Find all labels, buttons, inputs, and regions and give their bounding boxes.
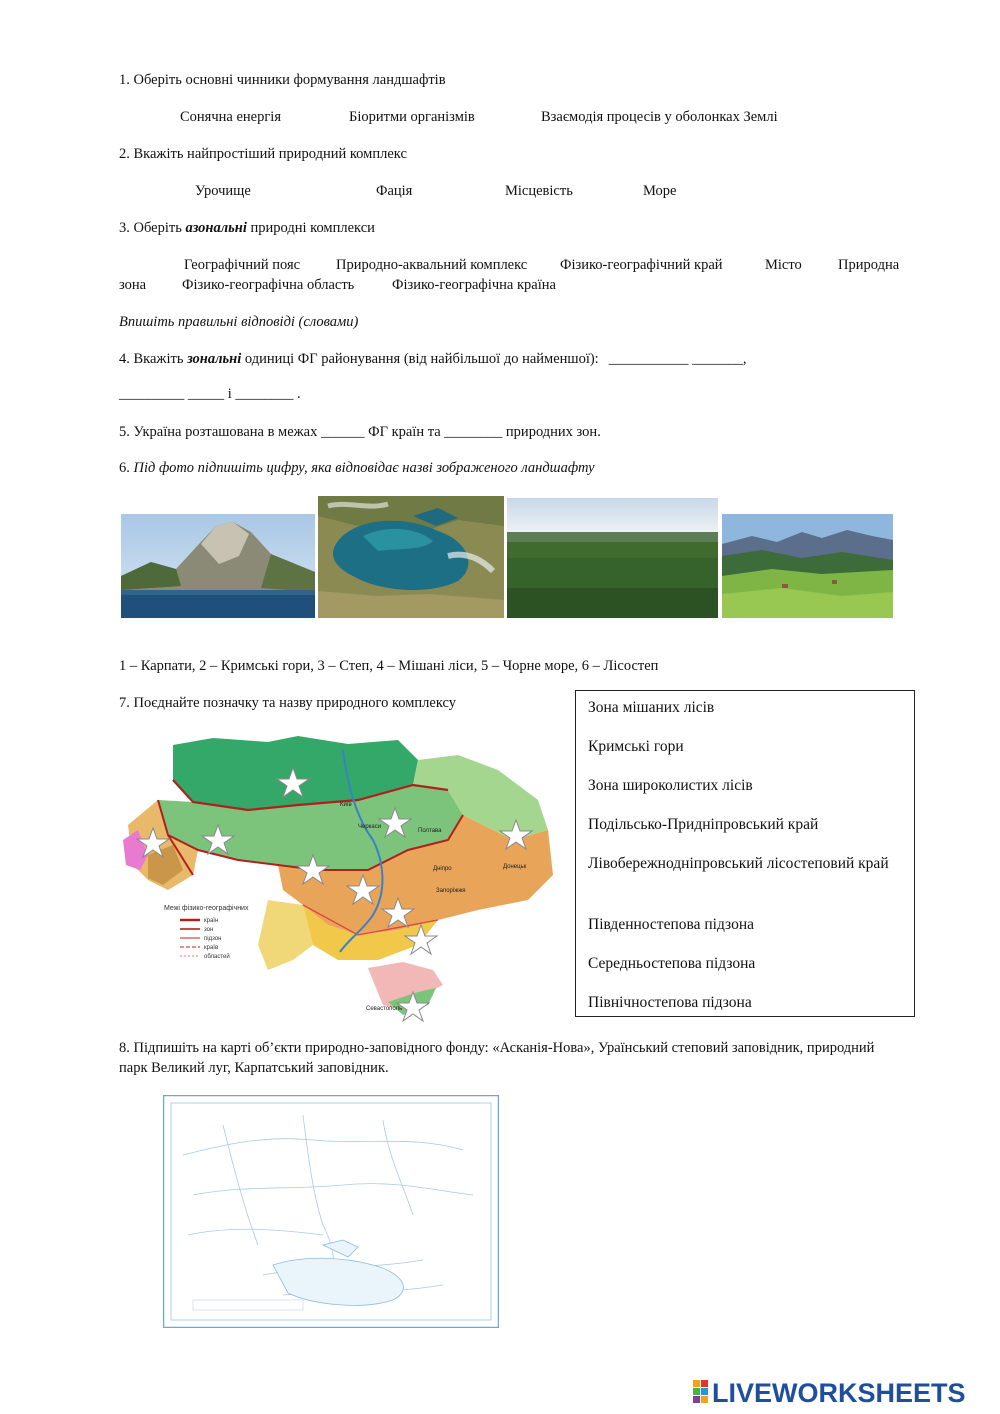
- svg-text:Черкаси: Черкаси: [358, 824, 382, 830]
- q7-answer-2[interactable]: Кримські гори: [588, 738, 684, 755]
- svg-text:Запоріжжя: Запоріжжя: [436, 888, 466, 894]
- q1-option-3[interactable]: Взаємодія процесів у оболонках Землі: [541, 109, 778, 125]
- q6-question: 6. Під фото підпишіть цифру, яка відповідає назві зображеного ландшафту: [119, 460, 595, 476]
- instruction: Впишіть правильні відповіді (словами): [119, 314, 359, 330]
- q4-question: 4. Вкажіть зональні одиниці ФГ районування (від найбільшої до найменшої): ___________ _______,: [119, 351, 747, 367]
- q3-option-7[interactable]: Фізико-географічна країна: [392, 277, 556, 293]
- q7-answer-8[interactable]: Північностепова підзона: [588, 994, 752, 1011]
- q3-option-4[interactable]: Місто: [765, 257, 802, 273]
- svg-text:LIVEWORKSHEETS: LIVEWORKSHEETS: [712, 1378, 966, 1406]
- svg-text:підзон: підзон: [204, 936, 222, 942]
- svg-text:Севастополь: Севастополь: [366, 1006, 403, 1012]
- q7-answer-1[interactable]: Зона мішаних лісів: [588, 699, 715, 716]
- photo-mixed-forest: [507, 498, 718, 618]
- q2-option-1[interactable]: Урочище: [195, 183, 251, 199]
- q7-answer-5[interactable]: Лівобережнодніпровський лісостеповий край: [588, 855, 889, 872]
- q7-answer-6[interactable]: Південностепова підзона: [588, 916, 755, 933]
- q7-answer-3[interactable]: Зона широколистих лісів: [588, 777, 753, 794]
- q1-option-1[interactable]: Сонячна енергія: [180, 109, 281, 125]
- q6-legend: 1 – Карпати, 2 – Кримські гори, 3 – Степ, 4 – Мішані ліси, 5 – Чорне море, 6 – Лісостеп: [119, 658, 659, 674]
- map-legend-title: Межі фізико-географічних: [164, 905, 249, 912]
- q8-question-line2: парк Великий луг, Карпатський заповідник.: [119, 1060, 389, 1076]
- svg-text:країв: країв: [204, 945, 219, 951]
- q3-option-1[interactable]: Географічний пояс: [184, 257, 301, 273]
- q3-question: 3. Оберіть азональні природні комплекси: [119, 220, 375, 236]
- q7-question: 7. Поєднайте позначку та назву природного комплексу: [119, 695, 457, 711]
- q1-option-2[interactable]: Біоритми організмів: [349, 109, 475, 125]
- q7-answer-7[interactable]: Середньостепова підзона: [588, 955, 756, 972]
- q2-question: 2. Вкажіть найпростіший природний комплекс: [119, 146, 407, 162]
- q1-question: 1. Оберіть основні чинники формування ландшафтів: [119, 72, 446, 88]
- svg-text:країн: країн: [204, 918, 219, 924]
- q4-blanks-line1[interactable]: ___________ _______,: [608, 351, 747, 367]
- liveworksheets-logo: [693, 1376, 993, 1411]
- q7-answer-box: [575, 690, 915, 1017]
- svg-text:Полтава: Полтава: [418, 828, 442, 834]
- physical-geographic-zoning-map: [118, 730, 558, 1030]
- q2-option-4[interactable]: Море: [643, 183, 677, 199]
- q5-question[interactable]: 5. Україна розташована в межах ______ ФГ країн та ________ природних зон.: [119, 424, 601, 440]
- svg-text:областей: областей: [204, 954, 230, 960]
- q2-option-3[interactable]: Місцевість: [505, 183, 573, 199]
- q3-option-2[interactable]: Природно-аквальний комплекс: [336, 257, 528, 273]
- q2-option-2[interactable]: Фація: [376, 183, 413, 199]
- svg-text:Київ: Київ: [340, 802, 352, 808]
- photo-black-sea-satellite: [318, 496, 504, 618]
- svg-text:Донецьк: Донецьк: [503, 864, 527, 870]
- q3-option-5b[interactable]: зона: [119, 277, 147, 293]
- q4-blanks-line2[interactable]: _________ _____ і ________ .: [119, 386, 301, 402]
- contour-map-ukraine: [163, 1095, 499, 1328]
- svg-text:Дніпро: Дніпро: [433, 866, 452, 872]
- photo-crimean-mountains: [121, 514, 315, 618]
- q7-answer-4[interactable]: Подільсько-Придніпровський край: [588, 816, 819, 833]
- svg-text:зон: зон: [204, 927, 214, 933]
- q3-option-3[interactable]: Фізико-географічний край: [560, 257, 723, 273]
- q3-option-5a[interactable]: Природна: [838, 257, 900, 273]
- q8-question-line1: 8. Підпишіть на карті об’єкти природно-заповідного фонду: «Асканія-Нова», Ураїнський степовий заповідник, природний: [119, 1040, 875, 1056]
- q3-option-6[interactable]: Фізико-географічна область: [182, 277, 355, 293]
- photo-carpathians: [722, 514, 893, 618]
